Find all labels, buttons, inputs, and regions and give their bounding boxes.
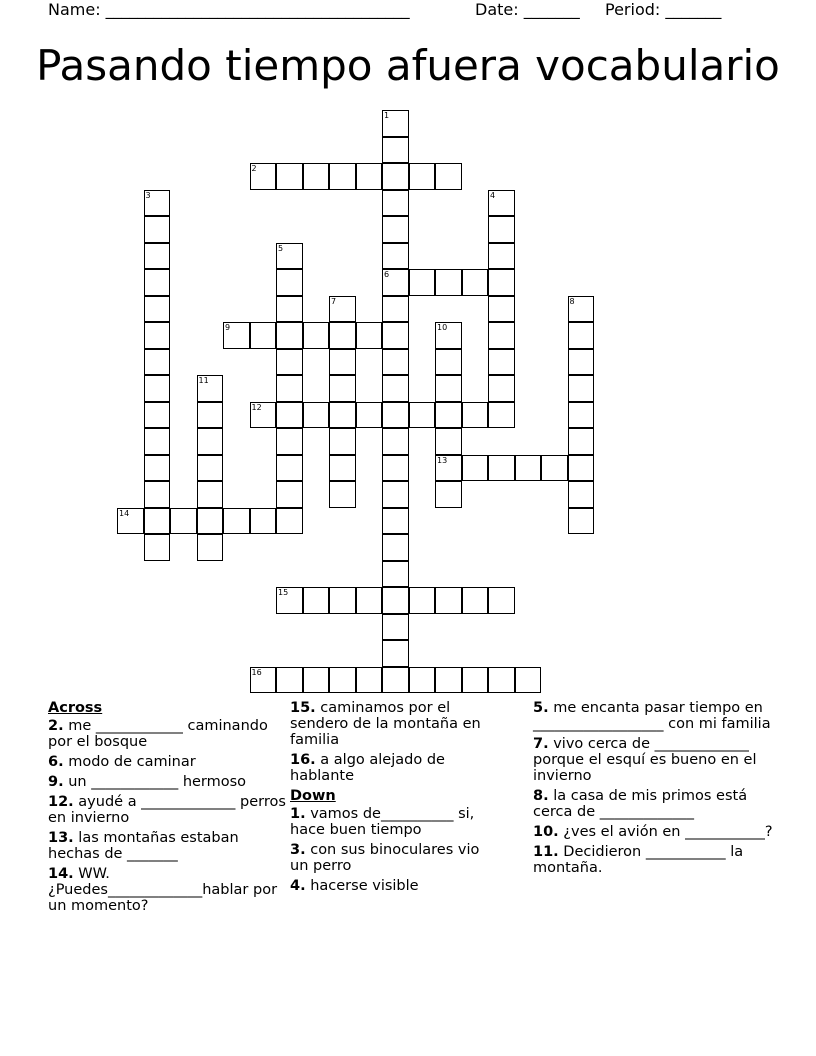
grid-cell[interactable]: [488, 216, 515, 243]
clue-down-1: 1. vamos de__________ si, hace buen tiempo: [290, 806, 475, 838]
grid-cell[interactable]: [197, 508, 224, 535]
clue-number: 5: [278, 243, 284, 253]
grid-cell[interactable]: [223, 322, 250, 349]
grid-cell[interactable]: [303, 322, 330, 349]
grid-cell[interactable]: [276, 481, 303, 508]
grid-cell[interactable]: [488, 667, 515, 694]
grid-cell[interactable]: [382, 561, 409, 588]
grid-cell[interactable]: [488, 402, 515, 429]
grid-cell[interactable]: [568, 322, 595, 349]
clue-down-4: 4. hacerse visible: [290, 878, 419, 894]
grid-cell[interactable]: [356, 667, 383, 694]
grid-cell[interactable]: [382, 534, 409, 561]
clue-number: 1: [384, 111, 390, 120]
grid-cell[interactable]: [568, 455, 595, 482]
clue-number: 3: [145, 190, 151, 200]
grid-cell[interactable]: [568, 428, 595, 455]
grid-cell[interactable]: [276, 375, 303, 402]
grid-cell[interactable]: [144, 428, 171, 455]
clue-number: 13: [437, 455, 448, 465]
grid-cell[interactable]: [462, 667, 489, 694]
grid-cell[interactable]: [329, 322, 356, 349]
grid-cell[interactable]: [329, 296, 356, 323]
clue-number: 11: [198, 376, 209, 385]
grid-cell[interactable]: [409, 402, 436, 429]
grid-cell[interactable]: [435, 428, 462, 455]
grid-cell[interactable]: [144, 481, 171, 508]
grid-cell[interactable]: [435, 349, 462, 376]
grid-cell[interactable]: [382, 667, 409, 694]
grid-cell[interactable]: [170, 508, 197, 535]
grid-cell[interactable]: [435, 587, 462, 614]
grid-cell[interactable]: [276, 667, 303, 694]
grid-cell[interactable]: [144, 534, 171, 561]
grid-cell[interactable]: [223, 508, 250, 535]
grid-cell[interactable]: [250, 322, 277, 349]
clue-across-9: 9. un ____________ hermoso: [48, 774, 247, 790]
grid-cell[interactable]: [435, 481, 462, 508]
grid-cell[interactable]: [409, 587, 436, 614]
clue-number: 2: [251, 164, 257, 173]
clue-number: 4: [490, 190, 496, 200]
grid-cell[interactable]: [276, 269, 303, 296]
grid-cell[interactable]: [382, 269, 409, 296]
grid-cell[interactable]: [382, 137, 409, 164]
grid-cell[interactable]: [329, 349, 356, 376]
clues-column-1: [48, 700, 286, 918]
clue-across-2: 2. me ____________ caminando por el bosque: [48, 718, 268, 750]
clue-number: 6: [384, 270, 390, 279]
grid-cell[interactable]: [144, 269, 171, 296]
grid-cell[interactable]: [462, 269, 489, 296]
grid-cell[interactable]: [382, 243, 409, 270]
grid-cell[interactable]: [144, 402, 171, 429]
grid-cell[interactable]: [435, 163, 462, 190]
grid-cell[interactable]: [488, 455, 515, 482]
grid-cell[interactable]: [329, 375, 356, 402]
clue-number: 12: [251, 402, 262, 412]
grid-cell[interactable]: [515, 667, 542, 694]
clue-across-15: 15. caminamos por el sendero de la montaña en familia: [290, 700, 481, 748]
grid-cell[interactable]: [435, 402, 462, 429]
clue-across-14: 14. WW. ¿Puedes_____________hablar por un momento?: [48, 866, 278, 914]
grid-cell[interactable]: [409, 667, 436, 694]
grid-cell[interactable]: [197, 534, 224, 561]
grid-cell[interactable]: [435, 455, 462, 482]
grid-cell[interactable]: [303, 163, 330, 190]
grid-cell[interactable]: [144, 190, 171, 217]
grid-cell[interactable]: [435, 269, 462, 296]
period-line: Period: _______: [605, 0, 722, 19]
grid-cell[interactable]: [276, 428, 303, 455]
date-line: Date: _______: [475, 0, 580, 19]
grid-cell[interactable]: [488, 587, 515, 614]
grid-cell[interactable]: [541, 455, 568, 482]
grid-cell[interactable]: [276, 163, 303, 190]
grid-cell[interactable]: [488, 190, 515, 217]
grid-cell[interactable]: [382, 322, 409, 349]
grid-cell[interactable]: [409, 163, 436, 190]
clue-across-12: 12. ayudé a _____________ perros en invierno: [48, 794, 286, 826]
grid-cell[interactable]: [276, 508, 303, 535]
grid-cell[interactable]: [303, 667, 330, 694]
grid-cell[interactable]: [462, 455, 489, 482]
grid-cell[interactable]: [382, 455, 409, 482]
grid-cell[interactable]: [144, 375, 171, 402]
grid-cell[interactable]: [329, 402, 356, 429]
grid-cell[interactable]: [144, 216, 171, 243]
grid-cell[interactable]: [568, 481, 595, 508]
grid-cell[interactable]: [568, 375, 595, 402]
grid-cell[interactable]: [488, 375, 515, 402]
clue-number: 16: [251, 667, 262, 677]
grid-cell[interactable]: [144, 508, 171, 535]
clues-column-2: [290, 700, 500, 898]
clue-across-6: 6. modo de caminar: [48, 754, 196, 770]
grid-cell[interactable]: [329, 455, 356, 482]
grid-cell[interactable]: [568, 296, 595, 323]
clue-number: 8: [569, 296, 575, 306]
grid-cell[interactable]: [276, 402, 303, 429]
grid-cell[interactable]: [515, 455, 542, 482]
grid-cell[interactable]: [329, 428, 356, 455]
grid-cell[interactable]: [382, 163, 409, 190]
grid-cell[interactable]: [144, 243, 171, 270]
grid-cell[interactable]: [382, 402, 409, 429]
grid-cell[interactable]: [382, 587, 409, 614]
down-heading: Down: [290, 788, 336, 804]
grid-cell[interactable]: [356, 163, 383, 190]
grid-cell[interactable]: [462, 587, 489, 614]
clue-number: 15: [278, 588, 289, 597]
grid-cell[interactable]: [568, 349, 595, 376]
clue-across-13: 13. las montañas estaban hechas de _______: [48, 830, 239, 862]
grid-cell[interactable]: [382, 481, 409, 508]
grid-cell[interactable]: [382, 349, 409, 376]
clue-down-10: 10. ¿ves el avión en ___________?: [533, 824, 773, 840]
clue-down-11: 11. Decidieron ___________ la montaña.: [533, 844, 744, 876]
clue-down-7: 7. vivo cerca de _____________ porque el esquí es bueno en el invierno: [533, 736, 757, 784]
grid-cell[interactable]: [329, 587, 356, 614]
clue-down-3: 3. con sus binoculares vio un perro: [290, 842, 480, 874]
grid-cell[interactable]: [382, 110, 409, 137]
grid-cell[interactable]: [488, 322, 515, 349]
grid-cell[interactable]: [144, 322, 171, 349]
grid-cell[interactable]: [144, 455, 171, 482]
grid-cell[interactable]: [409, 269, 436, 296]
grid-cell[interactable]: [435, 375, 462, 402]
clues-column-3: [533, 700, 773, 880]
grid-cell[interactable]: [276, 587, 303, 614]
clue-number: 9: [225, 323, 231, 332]
name-line: Name: ______________________________________: [48, 0, 410, 19]
grid-cell[interactable]: [197, 455, 224, 482]
grid-cell[interactable]: [382, 296, 409, 323]
page-title: Pasando tiempo afuera vocabulario: [36, 41, 780, 90]
grid-cell[interactable]: [382, 428, 409, 455]
grid-cell[interactable]: [276, 322, 303, 349]
grid-cell[interactable]: [250, 402, 277, 429]
across-heading: Across: [48, 700, 103, 716]
grid-cell[interactable]: [117, 508, 144, 535]
clue-down-8: 8. la casa de mis primos está cerca de _____________: [533, 788, 748, 820]
grid-cell[interactable]: [382, 640, 409, 667]
grid-cell[interactable]: [329, 667, 356, 694]
grid-cell[interactable]: [488, 269, 515, 296]
grid-cell[interactable]: [276, 296, 303, 323]
grid-cell[interactable]: [462, 402, 489, 429]
grid-cell[interactable]: [382, 375, 409, 402]
grid-cell[interactable]: [356, 587, 383, 614]
grid-cell[interactable]: [435, 322, 462, 349]
clue-across-16: 16. a algo alejado de hablante: [290, 752, 445, 784]
grid-cell[interactable]: [435, 667, 462, 694]
grid-cell[interactable]: [197, 428, 224, 455]
grid-cell[interactable]: [250, 163, 277, 190]
grid-cell[interactable]: [197, 481, 224, 508]
grid-cell[interactable]: [276, 455, 303, 482]
grid-cell[interactable]: [144, 349, 171, 376]
grid-cell[interactable]: [382, 190, 409, 217]
grid-cell[interactable]: [144, 296, 171, 323]
grid-cell[interactable]: [356, 322, 383, 349]
grid-cell[interactable]: [276, 349, 303, 376]
grid-cell[interactable]: [303, 587, 330, 614]
grid-cell[interactable]: [329, 163, 356, 190]
grid-cell[interactable]: [303, 402, 330, 429]
clue-number: 10: [437, 323, 448, 332]
grid-cell[interactable]: [329, 481, 356, 508]
clue-number: 14: [119, 508, 130, 518]
grid-cell[interactable]: [276, 243, 303, 270]
grid-cell[interactable]: [382, 614, 409, 641]
grid-cell[interactable]: [488, 349, 515, 376]
grid-cell[interactable]: [356, 402, 383, 429]
grid-cell[interactable]: [197, 375, 224, 402]
grid-cell[interactable]: [250, 508, 277, 535]
grid-cell[interactable]: [382, 216, 409, 243]
grid-cell[interactable]: [568, 508, 595, 535]
grid-cell[interactable]: [488, 243, 515, 270]
clue-down-5: 5. me encanta pasar tiempo en __________________ con mi familia: [533, 700, 771, 732]
clue-number: 7: [331, 296, 337, 306]
grid-cell[interactable]: [382, 508, 409, 535]
grid-cell[interactable]: [197, 402, 224, 429]
grid-cell[interactable]: [250, 667, 277, 694]
grid-cell[interactable]: [488, 296, 515, 323]
grid-cell[interactable]: [568, 402, 595, 429]
